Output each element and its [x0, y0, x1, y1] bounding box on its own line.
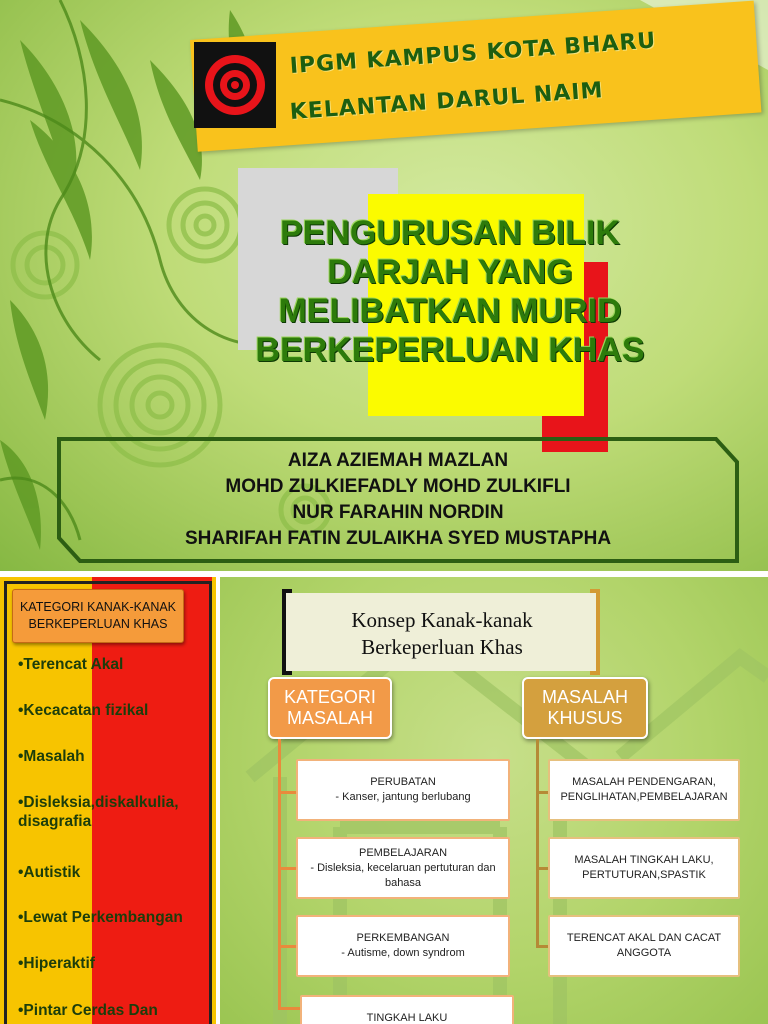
box-text: MASALAH PENDENGARAN, PENGLIHATAN,PEMBELAJARAN: [560, 776, 728, 803]
category-box: [296, 759, 510, 821]
box-detail: - Disleksia, kecelaruan pertuturan dan bahasa: [310, 861, 496, 889]
title-line: DARJAH YANG: [327, 253, 573, 291]
author-name: SHARIFAH FATIN ZULAIKHA SYED MUSTAPHA: [184, 528, 612, 549]
banner-line-2: KELANTAN DARUL NAIM: [289, 78, 605, 125]
box-title: PERKEMBANGAN: [356, 932, 450, 944]
category-item: •Autistik: [18, 864, 81, 881]
target-icon: [194, 42, 276, 128]
specific-problem-box: [548, 915, 740, 977]
category-item: •Masalah: [18, 748, 85, 765]
heading-line: KATEGORI: [284, 687, 376, 707]
heading-line: KHUSUS: [547, 708, 623, 728]
category-item: •Lewat Perkembangan: [18, 909, 183, 926]
connector-line: [278, 867, 296, 870]
concept-slide: [220, 577, 768, 1024]
heading-line: MASALAH: [541, 687, 629, 707]
specific-problem-box: [548, 759, 740, 821]
concept-title: [296, 607, 588, 661]
bracket-left: [282, 589, 292, 675]
concept-title-line: Konsep Kanak-kanak: [351, 608, 533, 632]
connector-line: [278, 739, 281, 1009]
connector-line: [278, 791, 296, 794]
title-line: BERKEPERLUAN KHAS: [255, 331, 645, 369]
category-item: •Disleksia,diskalkulia, disagrafia: [18, 794, 179, 830]
box-title: PEMBELAJARAN: [358, 846, 448, 859]
category-box: [296, 915, 510, 977]
category-box: [296, 837, 510, 899]
kategori-masalah-heading: [268, 677, 392, 739]
box-detail: - Kanser, jantung berlubang: [335, 791, 471, 803]
connector-line: [278, 945, 296, 948]
category-header-line: BERKEPERLUAN KHAS: [28, 617, 168, 631]
category-box: [300, 995, 514, 1024]
bracket-right: [590, 589, 600, 675]
masalah-khusus-heading: [522, 677, 648, 739]
presentation-title: [200, 214, 700, 370]
category-header: [12, 589, 184, 643]
concept-title-line: Berkeperluan Khas: [361, 635, 523, 659]
category-item: •Terencat Akal: [18, 656, 124, 673]
box-detail: - Autisme, down syndrom: [341, 947, 465, 959]
author-names: [58, 438, 738, 562]
title-line: PENGURUSAN BILIK: [279, 214, 621, 252]
category-item: •Pintar Cerdas Dan: [18, 1002, 158, 1019]
title-line: MELIBATKAN MURID: [278, 292, 622, 330]
banner-line-1: IPGM KAMPUS KOTA BHARU: [289, 28, 657, 79]
connector-line: [278, 1007, 300, 1010]
heading-line: MASALAH: [286, 708, 374, 728]
category-item: •Kecacatan fizikal: [18, 702, 149, 719]
author-name: MOHD ZULKIEFADLY MOHD ZULKIFLI: [225, 476, 571, 497]
box-title: PERUBATAN: [370, 776, 436, 788]
box-text: MASALAH TINGKAH LAKU, PERTUTURAN,SPASTIK: [574, 854, 714, 881]
box-title: TINGKAH LAKU: [366, 1012, 448, 1024]
author-name: AIZA AZIEMAH MAZLAN: [287, 450, 509, 471]
author-name: NUR FARAHIN NORDIN: [292, 502, 504, 523]
specific-problem-box: [548, 837, 740, 899]
category-header-line: KATEGORI KANAK-KANAK: [19, 600, 177, 614]
connector-line: [536, 739, 539, 947]
category-item: •Hiperaktif: [18, 955, 95, 972]
box-text: TERENCAT AKAL DAN CACAT ANGGOTA: [566, 932, 722, 959]
category-slide: [0, 577, 216, 1024]
